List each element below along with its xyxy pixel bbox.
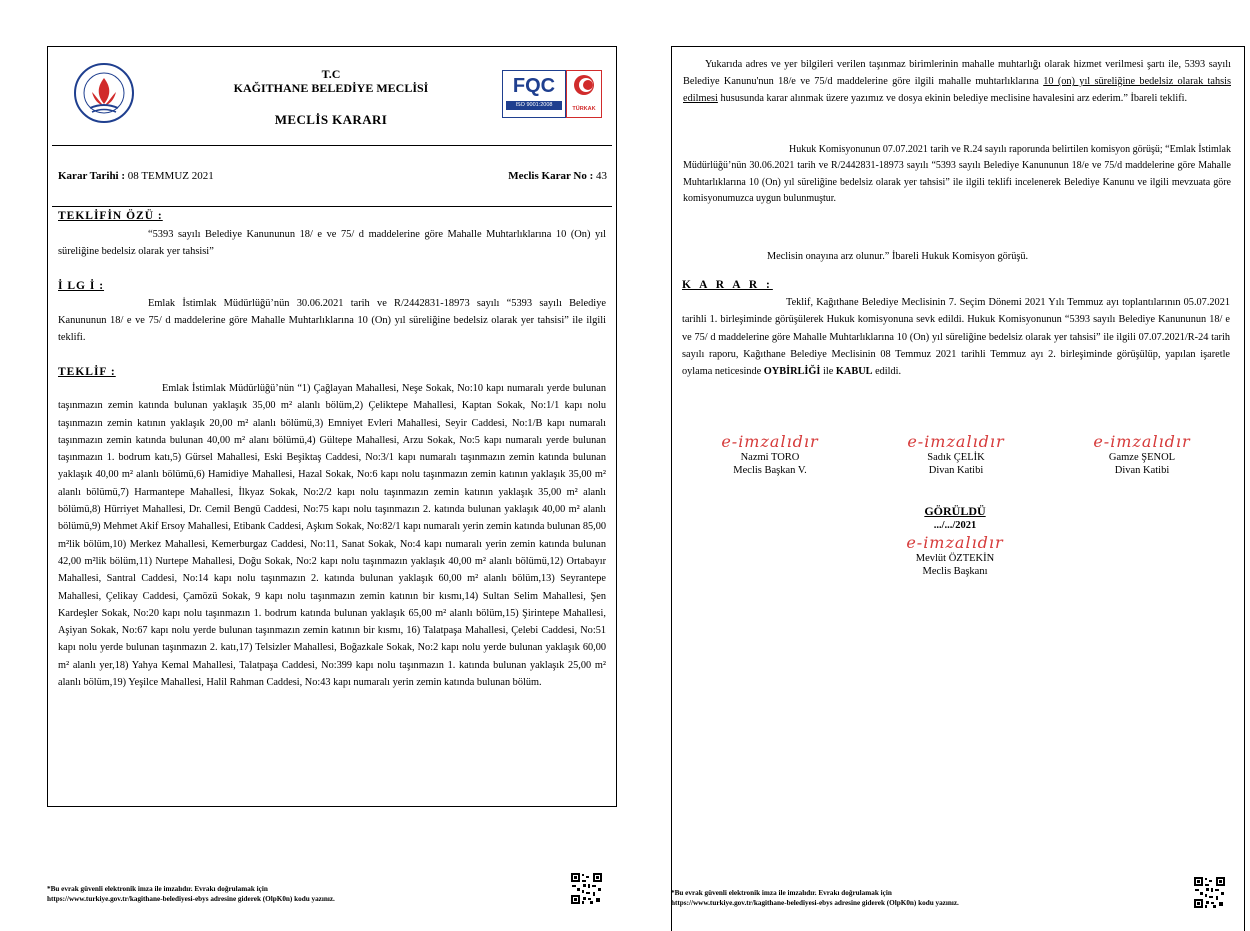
reference-heading: İ LG İ : [58,280,105,292]
e-signature-stamp: e-imzalıdır [906,533,1004,552]
summary-heading: TEKLİFİN ÖZÜ : [58,210,163,222]
committee-submission [683,248,1231,265]
turkak-logo [566,70,602,118]
fqc-logo [502,70,566,118]
footer-line-1: *Bu evrak güvenli elektronik imza ile imzalıdır. Evrakı doğrulamak için [671,889,892,897]
proposal-heading: TEKLİF : [58,366,116,378]
signatory-name: Nazmi TORO [740,452,800,463]
summary-text [58,226,606,260]
para1-start: Yukarıda adres ve yer bilgileri verilen taşınmaz birimlerinin mahalle muhtarlığı olarak hizmet verilmesi şartı ile, 5393 sayılı Belediye Kanunu'nun 18/e ve 75/d maddelerine göre ilgili mahalle muhtarlıklarına [683,59,1231,88]
meta-divider [52,206,612,207]
decision-number-value: 43 [596,170,607,182]
approval-block [875,504,1035,578]
e-signature-stamp: e-imzalıdır [1093,432,1191,451]
qr-code-icon [570,872,603,905]
iso-label: ISO 9001:2008 [506,101,562,110]
decision-number-label: Meclis Karar No : [508,170,594,182]
page-1-footer [47,884,567,904]
footer-line-2: https://www.turkiye.gov.tr/kagithane-belediyesi-ebys adresine giderek (OlpK0n) kodu yazınız. [671,899,959,907]
signatory-title: Divan Katibi [928,465,984,476]
president-title: Meclis Başkanı [922,566,988,577]
decision-text-mid: ile [820,366,836,378]
signature-3 [1062,432,1222,477]
proposal-text-content: Emlak İstimlak Müdürlüğü’nün “1) Çağlayan Mahallesi, Neşe Sokak, No:10 kapı numaralı yerde bulunan taşınmazın zemin katında bulunan yaklaşık 35,00 m² alanlı bölüm,2) Çeliktepe Mahallesi, Kaptan Sokak, No:1/1 kapı nolu taşınmazın zemin katının yaklaşık 20,00 m² alanlı bölümü,3) Emniyet Evleri Mahallesi, Seyir Caddesi, No:1/B kapı numaralı taşınmazın zemin katında bulunan 40,00 m² alanı bölümü,4) Gültepe Mahallesi, Arzu Sokak, No:5 kapı numaralı yerde bulunan taşınmazın 1. bodrum katı,5) Gürsel Mahallesi, Eski Beşiktaş Caddesi, No:3/1 kapı numaralı taşınmazın zemin katında bulunan yaklaşık 40,00 m² alanlı bölümü,6) Hamidiye Mahallesi, Hazal Sokak, No:6 kapı nolu taşınmazın zemin katının yaklaşık 35,00 m² alanlı bölümü,7) Harmantepe Mahallesi, İlkyaz Sokak, No:2/2 kapı nolu taşınmazın zemin katının yaklaşık 35,00 m² alanlı bölümü,8) Hürriyet Mahallesi, Dr. Cemil Bengü Caddesi, No:75 kapı nolu taşınmazın 2. katında bulunan yaklaşık 40,00 m² alanlı bölümü,9) Mehmet Akif Ersoy Mahallesi, Etibank Caddesi, Aşkım Sokak, No:82/1 kapı numaralı yerin zemin katında bulunan 85,00 m²lik bölüm,10) Merkez Mahallesi, Kemerburgaz Caddesi, No:11, Sanat Sokak, No:4 kapı numaralı yerin zemin katında bulunan 42,00 m²lik bölüm,11) Nurtepe Mahallesi, Doğu Sokak, No:2 kapı nolu taşınmazın yaklaşık 40,00 m² alanlı bölümü,12) Ortabayır Mahallesi, Santral Caddesi, No:14 kapı nolu taşınmazın 2. katında bulunan yaklaşık 60,00 m² alanlı bölüm,13) Seyrantepe Mahallesi, Çelikay Caddesi, Çamözü Sokak, 9 kapı nolu taşınmazın zemin katının bir kısmı,14) Sultan Selim Mahallesi, Şen Kardeşler Sokak, No:20 kapı nolu taşınmazın 1. bodrum katında bulunan yaklaşık 65,00 m² alanlı bölüm,15) Şirintepe Mahallesi, Aşiyan Sokak, No:67 kapı nolu yerde bulunan taşınmazın zemin katının bir kısmı, 16) Talatpaşa Mahallesi, Çelebi Caddesi, No:51 kapı nolu yerde bulunan taşınmazın 2. katı,17) Telsizler Mahallesi, Boğazkale Sokak, No:2 kapı nolu yerde bulunan yaklaşık 60,00 m² alanlı yer,18) Yahya Kemal Mahallesi, Talatpaşa Caddesi, No:399 kapı nolu taşınmazın 1. katında bulunan yaklaşık 25,00 m² alanlı bölüm,19) Yeşilce Mahallesi, Halil Rahman Caddesi, No:43 kapı numaralı yerin zemin katında bulunan bölüm. [58,383,606,689]
decision-unanimous: OYBİRLİĞİ [763,366,821,378]
signatory-name: Gamze ŞENOL [1108,452,1176,463]
summary-text-content: “5393 sayılı Belediye Kanununun 18/ e ve 75/ d maddelerine göre Mahalle Muhtarlıklarına 10 (On) yıl süreliğine bedelsiz olarak yer tahsisi” [58,229,606,258]
e-signature-stamp: e-imzalıdır [907,432,1005,451]
proposal-text [58,380,606,691]
decision-date [58,170,214,182]
signatory-name: Sadık ÇELİK [927,452,985,463]
signature-1 [690,432,850,477]
header-document-type: MECLİS KARARI [274,112,388,127]
reference-text-content: Emlak İstimlak Müdürlüğü’nün 30.06.2021 tarih ve R/2442831-18973 sayılı “5393 sayılı Belediye Kanununun 18/ e ve 75/ d maddelerine göre Mahalle Muhtarlıklarına 10 (On) yıl süreliğine bedelsiz olarak yer tahsisi” ile ilgili teklifi. [58,298,606,344]
signatory-title: Meclis Başkan V. [733,465,807,476]
committee-opinion-text: Hukuk Komisyonunun 07.07.2021 tarih ve R.24 sayılı raporunda belirtilen komisyon görüşü; “Emlak İstimlak Müdürlüğü’nün 30.06.2021 tarih ve R/2442831-18973 sayılı “5393 sayılı Belediye Kanununun 18/e ve 75/d maddelerine göre Mahalle Muhtarlıklarına 10 (On) yıl süreliğine bedelsiz olarak yer tahsisi” ile ilgili teklifi incelenerek Belediye Kanunu ve ilgili mevzuata göre komisyonumuzca uygun bulunmuştur. [683,144,1231,205]
e-signature-stamp: e-imzalıdır [721,432,819,451]
signature-2 [876,432,1036,477]
seen-date: .../.../2021 [933,520,977,531]
decision-date-value: 08 TEMMUZ 2021 [127,170,214,182]
decision-text [682,294,1230,380]
qr-code-icon [1193,876,1226,909]
page-2-footer [671,888,1191,908]
president-name: Mevlüt ÖZTEKİN [915,553,995,564]
document-page-2 [625,0,1250,931]
reference-text [58,295,606,347]
decision-number [508,170,607,182]
decision-accepted: KABUL [835,366,873,378]
committee-submission-text: Meclisin onayına arz olunur.” İbareli Hukuk Komisyon görüşü. [767,251,1029,262]
footer-line-1: *Bu evrak güvenli elektronik imza ile imzalıdır. Evrakı doğrulamak için [47,885,268,893]
committee-opinion [683,142,1231,208]
decision-text-end: edildi. [872,366,902,378]
decision-date-label: Karar Tarihi : [58,170,126,182]
fqc-logo-text: FQC [512,75,556,97]
proposal-continuation [683,56,1231,108]
municipality-logo [68,62,140,124]
decision-text-start: Teklif, Kağıthane Belediye Meclisinin 7. Seçim Dönemi 2021 Yılı Temmuz ayı toplantılarının 05.07.2021 tarihli 1. birleşiminde görüşülerek Hukuk komisyonuna sevk edildi. Hukuk Komisyonunun “5393 sayılı Belediye Kanununun 18/ e ve 75/ d maddelerine göre Mahalle Muhtarlıklarına 10 (On) yıl süreliğine bedelsiz olarak yer tahsisi” ile ilgili 07.07.2021/R-24 tarih sayılı raporu, Kağıthane Belediye Meclisinin 08 Temmuz 2021 tarihli Temmuz ayı 2. birleşiminde görüşülüp, yapılan işaretle oylama neticesinde [682,297,1230,378]
seen-label: GÖRÜLDÜ [924,504,986,518]
header-organization: KAĞITHANE BELEDİYE MECLİSİ [233,81,429,95]
footer-line-2: https://www.turkiye.gov.tr/kagithane-belediyesi-ebys adresine giderek (OlpK0n) kodu yazınız. [47,895,335,903]
decision-heading: K A R A R : [682,279,773,291]
turkak-label: TÜRKAK [572,106,596,112]
para1-underlined: 10 (on) yıl süreliğine bedelsiz olarak tahsis edilmesi [683,76,1231,105]
signatory-title: Divan Katibi [1114,465,1170,476]
header-tc: T.C [321,67,341,81]
header-divider [52,145,612,146]
para1-end: hususunda karar alınmak üzere yazımız ve dosya ekinin belediye meclisine havalesini arz ederim.” İbareli teklifi. [717,93,1188,105]
